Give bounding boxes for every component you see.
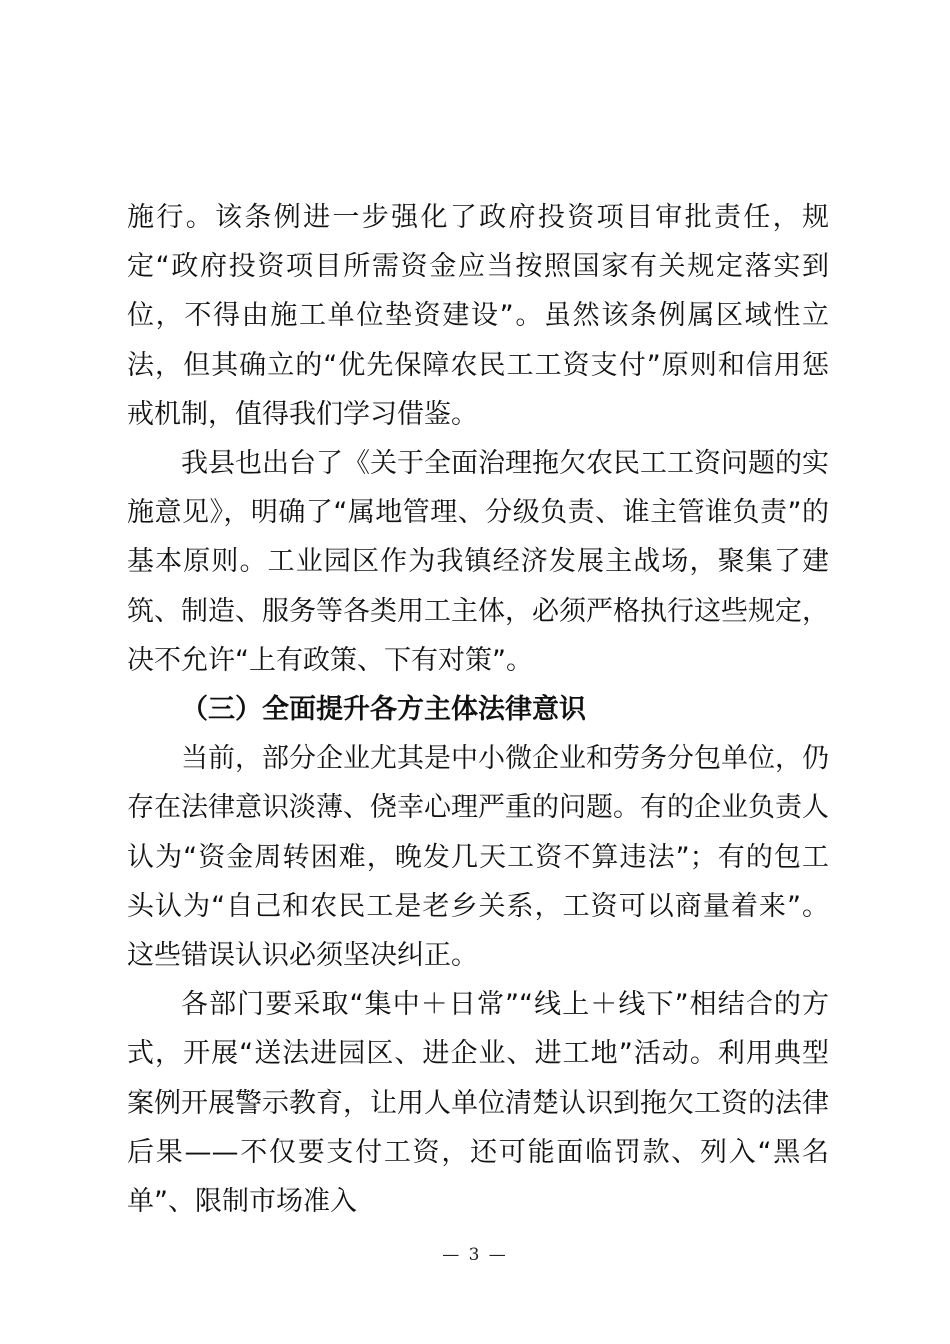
page-number: — 3 — xyxy=(442,1245,508,1265)
section-heading-3: （三）全面提升各方主体法律意识 xyxy=(181,694,586,726)
paragraph-legal-awareness: 当前，部分企业尤其是中小微企业和劳务分包单位，仍存在法律意识淡薄、侥幸心理严重的问题。有的企业负责人认为“资金周转困难，晚发几天工资不算违法”；有的包工头认为“自己和农民工是老乡关系，工资可以商量着来”。这些错误认识必须坚决纠正。 xyxy=(127,743,829,972)
document-body xyxy=(127,193,829,1226)
paragraph-continued: 施行。该条例进一步强化了政府投资项目审批责任，规定“政府投资项目所需资金应当按照国家有关规定落实到位，不得由施工单位垫资建设”。虽然该条例属区域性立法，但其确立的“优先保障农民工工资支付”原则和信用惩戒机制，值得我们学习借鉴。 xyxy=(127,202,829,430)
paragraph-law-outreach: 各部门要采取“集中＋日常”“线上＋线下”相结合的方式，开展“送法进园区、进企业、进工地”活动。利用典型案例开展警示教育，让用人单位清楚认识到拖欠工资的法律后果——不仅要支付工资，还可能面临罚款、列入“黑名单”、限制市场准入 xyxy=(127,989,829,1218)
paragraph-county-policy: 我县也出台了《关于全面治理拖欠农民工工资问题的实施意见》，明确了“属地管理、分级负责、谁主管谁负责”的基本原则。工业园区作为我镇经济发展主战场，聚集了建筑、制造、服务等各类用工主体，必须严格执行这些规定，决不允许“上有政策、下有对策”。 xyxy=(127,448,829,676)
